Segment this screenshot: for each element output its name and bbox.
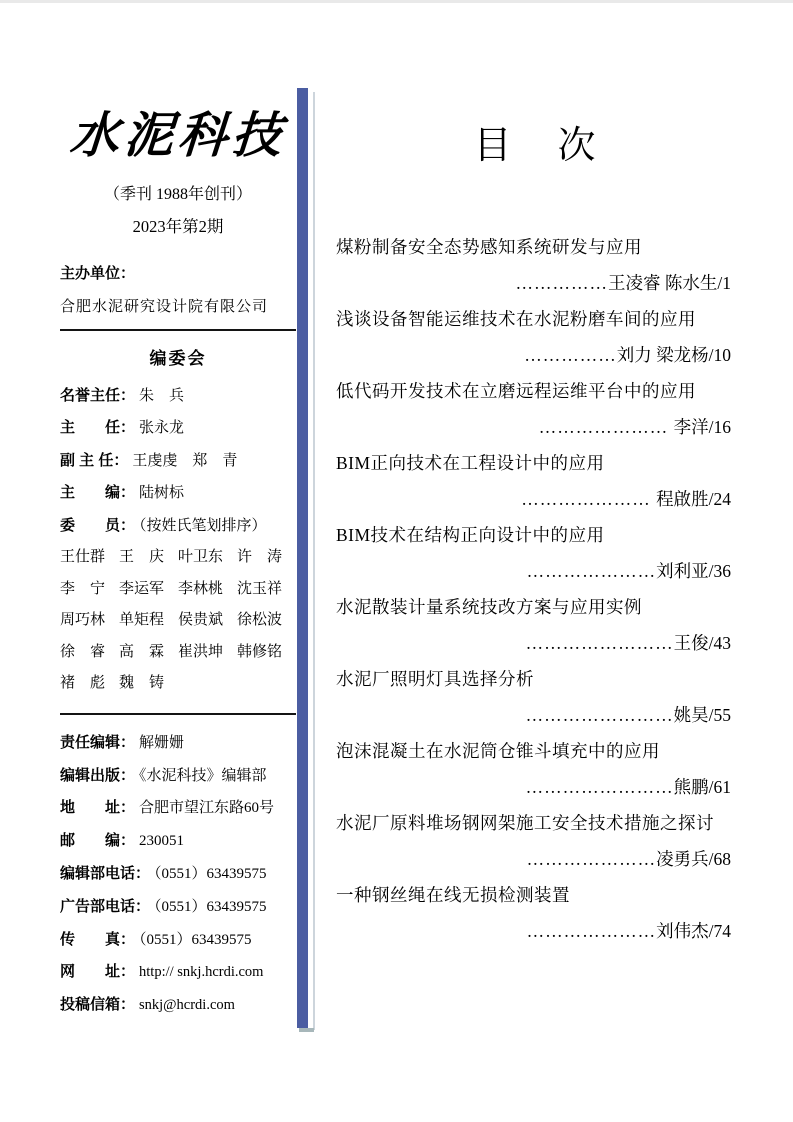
toc-leader-dots: …………………… <box>525 705 674 725</box>
role-label: 主 编： <box>60 484 136 502</box>
board-member: 褚 彪 <box>60 675 106 692</box>
role-value: 张永龙 <box>139 420 185 437</box>
spine-divider-shadow-line <box>313 92 315 1030</box>
toc-author-page: 程啟胜/24 <box>656 489 731 509</box>
role-value: 陆树标 <box>139 485 185 502</box>
pub-row-responsible-editor <box>60 727 296 760</box>
board-member: 李 宁 <box>60 580 106 597</box>
pub-row-submission-email <box>60 989 296 1022</box>
masthead-column <box>60 106 296 1022</box>
role-value: （按姓氏笔划排序） <box>139 517 267 534</box>
toc-entry-ref <box>336 481 737 517</box>
page-top-edge <box>0 0 793 3</box>
pub-website-url: http:// snkj.hcrdi.com <box>139 964 264 981</box>
board-member: 李林桃 <box>178 580 224 597</box>
pub-label: 投稿信箱： <box>60 996 136 1014</box>
toc-leader-dots: …………………… <box>525 777 674 797</box>
pub-label: 邮 编： <box>60 832 136 850</box>
toc-leader-dots: …………………… <box>525 633 674 653</box>
pub-label: 广告部电话： <box>60 897 151 915</box>
toc-entry-ref <box>336 265 737 301</box>
journal-subtitle: （季刊 1988年创刊） <box>103 185 252 203</box>
toc-leader-dots: ………………… <box>526 561 657 581</box>
toc-entry-title: 水泥厂原料堆场钢网架施工安全技术措施之探讨 <box>336 813 714 833</box>
board-member: 单矩程 <box>119 612 165 629</box>
publication-info <box>60 727 296 1022</box>
toc-entry-ref <box>336 409 737 445</box>
board-member: 徐 睿 <box>60 643 106 660</box>
toc-leader-dots: ………………… <box>526 921 657 941</box>
divider-rule-top <box>60 329 296 331</box>
toc-entry <box>336 661 737 733</box>
journal-title: 水泥科技 <box>67 106 289 164</box>
toc-entry <box>336 517 737 589</box>
journal-issue: 2023年第2期 <box>132 216 224 236</box>
spine-divider-bar <box>297 88 308 1028</box>
role-row-deputy-director <box>60 445 296 478</box>
board-member: 侯贵斌 <box>178 612 224 629</box>
toc-entry-title: 煤粉制备安全态势感知系统研发与应用 <box>336 237 642 257</box>
toc-author-page: 凌勇兵/68 <box>656 849 731 869</box>
pub-row-editorial-phone <box>60 858 296 891</box>
pub-row-advertising-phone <box>60 891 296 924</box>
toc-entry-ref <box>336 697 737 733</box>
toc-author-page: 刘伟杰/74 <box>656 921 731 941</box>
board-member: 许 涛 <box>237 549 283 566</box>
role-label: 名誉主任： <box>60 386 136 404</box>
toc-entry-title: 低代码开发技术在立磨远程运维平台中的应用 <box>336 381 696 401</box>
board-member: 崔洪坤 <box>178 643 224 660</box>
toc-author-page: 李洋/16 <box>673 417 731 437</box>
toc-entry-ref <box>336 553 737 589</box>
role-row-members <box>60 510 296 543</box>
role-label: 委 员： <box>60 516 136 534</box>
pub-value: （0551）63439575 <box>154 898 267 915</box>
role-label: 主 任： <box>60 419 136 437</box>
pub-label: 传 真： <box>60 930 136 948</box>
board-member: 王 庆 <box>119 549 165 566</box>
pub-submission-email: snkj@hcrdi.com <box>139 997 235 1014</box>
toc-heading: 目 次 <box>473 125 600 167</box>
board-member: 沈玉祥 <box>237 580 283 597</box>
toc-entry <box>336 733 737 805</box>
toc-entry-ref <box>336 625 737 661</box>
toc-author-page: 熊鹏/61 <box>673 777 731 797</box>
toc-entry-title: BIM技术在结构正向设计中的应用 <box>336 525 605 545</box>
toc-column <box>336 114 737 949</box>
pub-value: 《水泥科技》编辑部 <box>139 767 267 784</box>
toc-leader-dots: ………………… <box>538 417 674 437</box>
toc-author-page: 王俊/43 <box>673 633 731 653</box>
pub-label: 编辑出版： <box>60 766 136 784</box>
toc-entry <box>336 229 737 301</box>
pub-value: 解姗姗 <box>139 734 185 751</box>
pub-row-website <box>60 956 296 989</box>
toc-list <box>336 229 737 949</box>
role-value: 王虔虔 郑 青 <box>132 452 238 469</box>
toc-entry-title: 水泥厂照明灯具选择分析 <box>336 669 534 689</box>
spine-divider-bottom-shadow <box>299 1028 314 1032</box>
board-member: 叶卫东 <box>178 549 224 566</box>
role-label: 副 主 任： <box>60 451 129 469</box>
role-row-director <box>60 412 296 445</box>
board-member: 李运军 <box>119 580 165 597</box>
pub-label: 地 址： <box>60 799 136 817</box>
pub-value: （0551）63439575 <box>139 931 252 948</box>
toc-entry-ref <box>336 913 737 949</box>
toc-entry-title: 一种钢丝绳在线无损检测装置 <box>336 885 570 905</box>
editorial-board-roles <box>60 380 296 543</box>
editorial-board-heading: 编委会 <box>149 348 207 368</box>
toc-entry-title: 泡沫混凝土在水泥筒仓锥斗填充中的应用 <box>336 741 660 761</box>
role-value: 朱 兵 <box>139 387 185 404</box>
pub-label: 网 址： <box>60 963 136 981</box>
toc-author-page: 刘力 梁龙杨/10 <box>616 345 731 365</box>
toc-leader-dots: …………… <box>515 273 608 293</box>
organizer-label: 主办单位： <box>60 264 136 282</box>
toc-entry-ref <box>336 769 737 805</box>
toc-entry <box>336 373 737 445</box>
divider-rule-bottom <box>60 713 296 715</box>
toc-entry-ref <box>336 337 737 373</box>
pub-label: 编辑部电话： <box>60 864 151 882</box>
pub-label: 责任编辑： <box>60 733 136 751</box>
pub-row-publisher <box>60 760 296 793</box>
toc-entry <box>336 877 737 949</box>
pub-value: （0551）63439575 <box>154 865 267 882</box>
toc-leader-dots: ………………… <box>526 849 657 869</box>
toc-leader-dots: …………… <box>524 345 617 365</box>
pub-row-address <box>60 792 296 825</box>
board-member: 韩修铭 <box>237 643 283 660</box>
board-member: 周巧林 <box>60 612 106 629</box>
toc-entry-title: BIM正向技术在工程设计中的应用 <box>336 453 605 473</box>
role-row-honorary-director <box>60 380 296 413</box>
toc-entry-title: 水泥散装计量系统技改方案与应用实例 <box>336 597 642 617</box>
toc-author-page: 姚昊/55 <box>673 705 731 725</box>
toc-leader-dots: ………………… <box>521 489 657 509</box>
board-member: 魏 铸 <box>119 675 165 692</box>
board-member: 高 霖 <box>119 643 165 660</box>
toc-entry-ref <box>336 841 737 877</box>
toc-entry <box>336 445 737 517</box>
pub-value: 合肥市望江东路60号 <box>139 800 275 817</box>
pub-value: 230051 <box>139 833 185 850</box>
board-members-grid <box>60 542 296 700</box>
toc-entry-title: 浅谈设备智能运维技术在水泥粉磨车间的应用 <box>336 309 696 329</box>
toc-entry <box>336 805 737 877</box>
board-member: 王仕群 <box>60 549 106 566</box>
pub-row-fax <box>60 924 296 957</box>
board-member: 徐松波 <box>237 612 283 629</box>
role-row-chief-editor <box>60 477 296 510</box>
organizer-name: 合肥水泥研究设计院有限公司 <box>60 298 269 315</box>
toc-author-page: 刘利亚/36 <box>656 561 731 581</box>
toc-author-page: 王凌睿 陈水生/1 <box>608 273 731 293</box>
pub-row-postcode <box>60 825 296 858</box>
toc-entry <box>336 589 737 661</box>
toc-entry <box>336 301 737 373</box>
